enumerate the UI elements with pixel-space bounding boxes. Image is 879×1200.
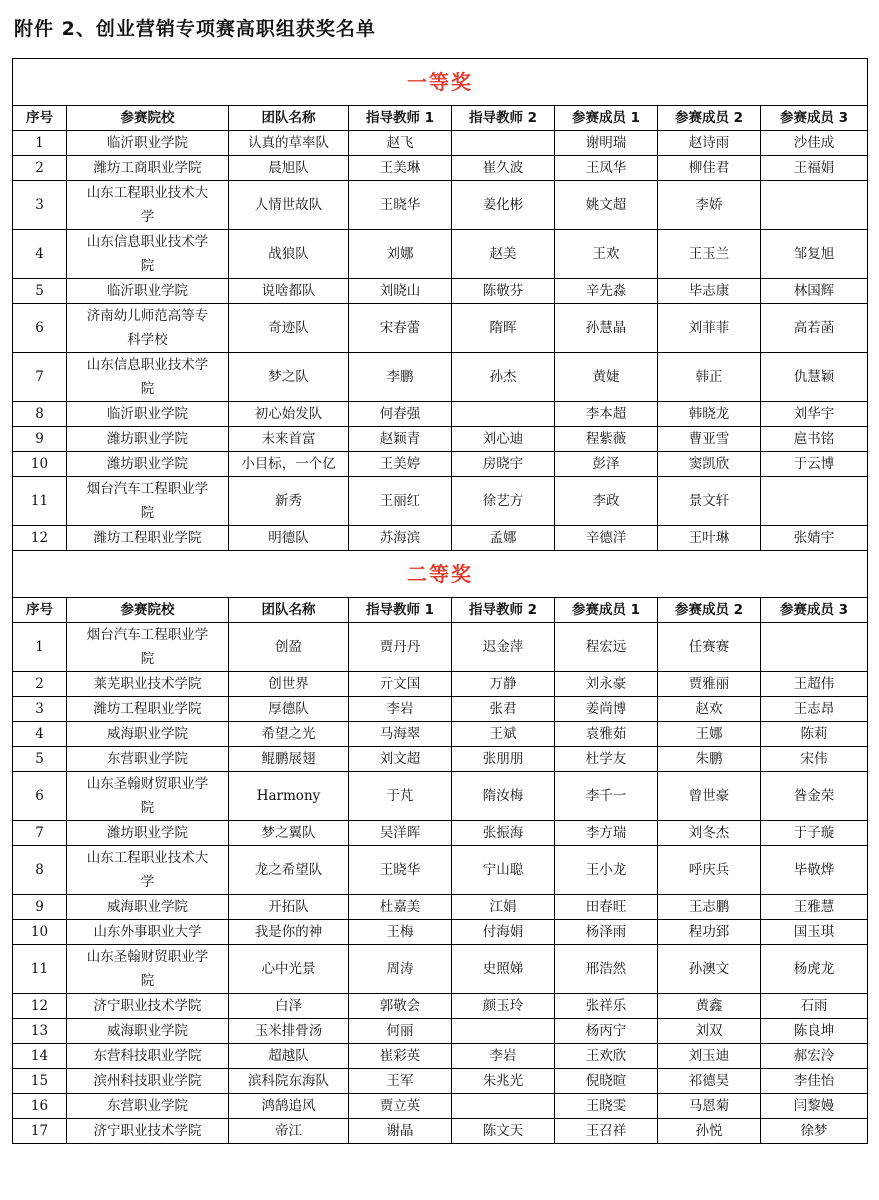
advisor-2-cell: 张振海	[452, 821, 555, 846]
school-cell: 济宁职业技术学院	[67, 1119, 229, 1144]
school-cell: 临沂职业学院	[67, 131, 229, 156]
member-1-cell: 王欢欣	[555, 1044, 658, 1069]
table-row	[13, 821, 868, 846]
advisor-2-cell	[452, 402, 555, 427]
advisor-2-cell: 史照娣	[452, 945, 555, 994]
team-cell: 小目标，一个亿	[229, 452, 349, 477]
column-header: 团队名称	[229, 598, 349, 623]
advisor-1-cell: 何春强	[349, 402, 452, 427]
column-header: 参赛成员 3	[761, 106, 868, 131]
member-1-cell: 倪晓暄	[555, 1069, 658, 1094]
serial-cell: 14	[13, 1044, 67, 1069]
header-row	[13, 106, 868, 131]
member-2-cell: 柳佳君	[658, 156, 761, 181]
team-cell: 创世界	[229, 672, 349, 697]
column-header: 参赛成员 3	[761, 598, 868, 623]
table-row	[13, 945, 868, 994]
team-cell: 梦之翼队	[229, 821, 349, 846]
serial-cell: 7	[13, 821, 67, 846]
member-1-cell: 杨丙宁	[555, 1019, 658, 1044]
advisor-1-cell: 刘文超	[349, 747, 452, 772]
advisor-2-cell: 孙杰	[452, 353, 555, 402]
member-2-cell: 王娜	[658, 722, 761, 747]
advisor-2-cell	[452, 1019, 555, 1044]
advisor-1-cell: 亓文国	[349, 672, 452, 697]
member-1-cell: 王小龙	[555, 846, 658, 895]
column-header: 团队名称	[229, 106, 349, 131]
advisor-1-cell: 谢晶	[349, 1119, 452, 1144]
member-1-cell: 李方瑞	[555, 821, 658, 846]
team-cell: 心中光景	[229, 945, 349, 994]
member-3-cell	[761, 623, 868, 672]
member-3-cell: 王超伟	[761, 672, 868, 697]
column-header: 指导教师 1	[349, 598, 452, 623]
table-row	[13, 452, 868, 477]
advisor-1-cell: 周涛	[349, 945, 452, 994]
school-cell: 济南幼儿师范高等专科学校	[67, 304, 229, 353]
table-row	[13, 895, 868, 920]
team-cell: 鲲鹏展翅	[229, 747, 349, 772]
school-cell: 威海职业学院	[67, 1019, 229, 1044]
member-1-cell: 王凤华	[555, 156, 658, 181]
member-1-cell: 田春旺	[555, 895, 658, 920]
team-cell: 创盈	[229, 623, 349, 672]
advisor-2-cell: 张朋朋	[452, 747, 555, 772]
table-row	[13, 1069, 868, 1094]
advisor-1-cell: 杜嘉美	[349, 895, 452, 920]
team-cell: 白泽	[229, 994, 349, 1019]
member-1-cell: 刘永豪	[555, 672, 658, 697]
school-cell: 潍坊工商职业学院	[67, 156, 229, 181]
advisor-2-cell: 隋晖	[452, 304, 555, 353]
school-cell: 潍坊职业学院	[67, 452, 229, 477]
member-1-cell: 李政	[555, 477, 658, 526]
member-1-cell: 王召祥	[555, 1119, 658, 1144]
member-2-cell: 曾世豪	[658, 772, 761, 821]
member-2-cell: 王叶琳	[658, 526, 761, 551]
member-1-cell: 王晓雯	[555, 1094, 658, 1119]
team-cell: 鸿鹄追风	[229, 1094, 349, 1119]
table-row	[13, 920, 868, 945]
member-3-cell: 刘华宇	[761, 402, 868, 427]
member-3-cell: 宋伟	[761, 747, 868, 772]
table-row	[13, 230, 868, 279]
school-cell: 烟台汽车工程职业学院	[67, 477, 229, 526]
member-2-cell: 刘玉迪	[658, 1044, 761, 1069]
member-3-cell: 陈莉	[761, 722, 868, 747]
member-2-cell: 赵诗雨	[658, 131, 761, 156]
member-3-cell: 国玉琪	[761, 920, 868, 945]
member-3-cell	[761, 477, 868, 526]
advisor-2-cell: 颜玉玲	[452, 994, 555, 1019]
team-cell: 开拓队	[229, 895, 349, 920]
member-2-cell: 马恩菊	[658, 1094, 761, 1119]
advisor-2-cell: 房晓宇	[452, 452, 555, 477]
table-row	[13, 181, 868, 230]
serial-cell: 16	[13, 1094, 67, 1119]
school-cell: 山东圣翰财贸职业学院	[67, 945, 229, 994]
table-row	[13, 156, 868, 181]
team-cell: 晨旭队	[229, 156, 349, 181]
serial-cell: 8	[13, 846, 67, 895]
school-cell: 东营科技职业学院	[67, 1044, 229, 1069]
team-cell: 认真的草率队	[229, 131, 349, 156]
serial-cell: 3	[13, 181, 67, 230]
advisor-2-cell: 付海娟	[452, 920, 555, 945]
member-2-cell: 曹亚雪	[658, 427, 761, 452]
serial-cell: 11	[13, 945, 67, 994]
advisor-2-cell: 徐艺方	[452, 477, 555, 526]
member-1-cell: 杜学友	[555, 747, 658, 772]
serial-cell: 1	[13, 623, 67, 672]
column-header: 参赛成员 2	[658, 106, 761, 131]
member-1-cell: 辛先淼	[555, 279, 658, 304]
advisor-2-cell: 朱兆光	[452, 1069, 555, 1094]
member-3-cell: 邹复旭	[761, 230, 868, 279]
serial-cell: 17	[13, 1119, 67, 1144]
advisor-2-cell: 崔久波	[452, 156, 555, 181]
school-cell: 济宁职业技术学院	[67, 994, 229, 1019]
school-cell: 莱芜职业技术学院	[67, 672, 229, 697]
school-cell: 临沂职业学院	[67, 279, 229, 304]
advisor-1-cell: 王军	[349, 1069, 452, 1094]
team-cell: 希望之光	[229, 722, 349, 747]
school-cell: 潍坊职业学院	[67, 427, 229, 452]
table-row	[13, 1019, 868, 1044]
school-cell: 山东外事职业大学	[67, 920, 229, 945]
member-3-cell	[761, 181, 868, 230]
member-2-cell: 朱鹏	[658, 747, 761, 772]
team-cell: 滨科院东海队	[229, 1069, 349, 1094]
table-row	[13, 672, 868, 697]
advisor-1-cell: 于芃	[349, 772, 452, 821]
section-title-row	[13, 551, 868, 598]
serial-cell: 8	[13, 402, 67, 427]
table-row	[13, 1094, 868, 1119]
awards-table	[12, 58, 868, 1144]
advisor-2-cell: 刘心迪	[452, 427, 555, 452]
serial-cell: 5	[13, 279, 67, 304]
member-3-cell: 于云博	[761, 452, 868, 477]
member-2-cell: 赵欢	[658, 697, 761, 722]
advisor-2-cell: 陈文天	[452, 1119, 555, 1144]
advisor-1-cell: 王美琳	[349, 156, 452, 181]
serial-cell: 9	[13, 895, 67, 920]
serial-cell: 6	[13, 772, 67, 821]
member-1-cell: 李本超	[555, 402, 658, 427]
member-1-cell: 李千一	[555, 772, 658, 821]
member-3-cell: 李佳怡	[761, 1069, 868, 1094]
table-row	[13, 994, 868, 1019]
table-row	[13, 772, 868, 821]
member-2-cell: 程功郅	[658, 920, 761, 945]
school-cell: 东营职业学院	[67, 747, 229, 772]
school-cell: 山东信息职业技术学院	[67, 353, 229, 402]
header-row	[13, 598, 868, 623]
advisor-1-cell: 王丽红	[349, 477, 452, 526]
advisor-1-cell: 刘娜	[349, 230, 452, 279]
advisor-1-cell: 李鹏	[349, 353, 452, 402]
school-cell: 东营职业学院	[67, 1094, 229, 1119]
school-cell: 山东信息职业技术学院	[67, 230, 229, 279]
member-3-cell: 于子璇	[761, 821, 868, 846]
team-cell: 人情世故队	[229, 181, 349, 230]
member-3-cell: 陈良坤	[761, 1019, 868, 1044]
school-cell: 潍坊工程职业学院	[67, 697, 229, 722]
member-1-cell: 王欢	[555, 230, 658, 279]
member-2-cell: 黄鑫	[658, 994, 761, 1019]
advisor-1-cell: 崔彩英	[349, 1044, 452, 1069]
column-header: 序号	[13, 598, 67, 623]
column-header: 参赛成员 2	[658, 598, 761, 623]
advisor-1-cell: 赵颖青	[349, 427, 452, 452]
advisor-2-cell: 宁山聪	[452, 846, 555, 895]
table-row	[13, 722, 868, 747]
school-cell: 威海职业学院	[67, 722, 229, 747]
advisor-1-cell: 何丽	[349, 1019, 452, 1044]
member-1-cell: 辛德洋	[555, 526, 658, 551]
team-cell: Harmony	[229, 772, 349, 821]
team-cell: 帝江	[229, 1119, 349, 1144]
member-1-cell: 程紫薇	[555, 427, 658, 452]
member-3-cell: 沙佳成	[761, 131, 868, 156]
team-cell: 梦之队	[229, 353, 349, 402]
member-3-cell: 张婧宇	[761, 526, 868, 551]
member-1-cell: 程宏远	[555, 623, 658, 672]
member-1-cell: 邢浩然	[555, 945, 658, 994]
advisor-1-cell: 王梅	[349, 920, 452, 945]
serial-cell: 2	[13, 672, 67, 697]
member-3-cell: 徐梦	[761, 1119, 868, 1144]
table-row	[13, 623, 868, 672]
table-row	[13, 353, 868, 402]
school-cell: 临沂职业学院	[67, 402, 229, 427]
column-header: 指导教师 2	[452, 598, 555, 623]
advisor-1-cell: 郭敬会	[349, 994, 452, 1019]
advisor-1-cell: 王美婷	[349, 452, 452, 477]
member-2-cell: 韩晓龙	[658, 402, 761, 427]
advisor-1-cell: 刘晓山	[349, 279, 452, 304]
column-header: 参赛院校	[67, 106, 229, 131]
member-3-cell: 仇慧颖	[761, 353, 868, 402]
serial-cell: 15	[13, 1069, 67, 1094]
member-3-cell: 昝金荣	[761, 772, 868, 821]
column-header: 参赛院校	[67, 598, 229, 623]
table-row	[13, 1119, 868, 1144]
advisor-1-cell: 宋春蕾	[349, 304, 452, 353]
school-cell: 山东圣翰财贸职业学院	[67, 772, 229, 821]
member-1-cell: 谢明瑞	[555, 131, 658, 156]
member-3-cell: 王福娟	[761, 156, 868, 181]
member-1-cell: 袁雅茹	[555, 722, 658, 747]
table-row	[13, 697, 868, 722]
section-title-row	[13, 59, 868, 106]
member-2-cell: 刘双	[658, 1019, 761, 1044]
advisor-2-cell: 陈敬芬	[452, 279, 555, 304]
member-2-cell: 刘菲菲	[658, 304, 761, 353]
member-2-cell: 刘冬杰	[658, 821, 761, 846]
member-3-cell: 高若菡	[761, 304, 868, 353]
serial-cell: 12	[13, 526, 67, 551]
advisor-1-cell: 马海翠	[349, 722, 452, 747]
member-2-cell: 窦凯欣	[658, 452, 761, 477]
advisor-2-cell: 孟娜	[452, 526, 555, 551]
advisor-2-cell: 王斌	[452, 722, 555, 747]
advisor-2-cell: 万静	[452, 672, 555, 697]
member-2-cell: 祁德昊	[658, 1069, 761, 1094]
advisor-2-cell	[452, 1094, 555, 1119]
table-row	[13, 402, 868, 427]
member-3-cell: 郝宏泠	[761, 1044, 868, 1069]
advisor-1-cell: 王晓华	[349, 181, 452, 230]
team-cell: 战狼队	[229, 230, 349, 279]
member-3-cell: 王志昂	[761, 697, 868, 722]
table-row	[13, 279, 868, 304]
member-1-cell: 姜尚博	[555, 697, 658, 722]
serial-cell: 11	[13, 477, 67, 526]
member-3-cell: 闫黎嫚	[761, 1094, 868, 1119]
team-cell: 玉米排骨汤	[229, 1019, 349, 1044]
advisor-1-cell: 王晓华	[349, 846, 452, 895]
member-2-cell: 呼庆兵	[658, 846, 761, 895]
advisor-2-cell: 隋汝梅	[452, 772, 555, 821]
serial-cell: 3	[13, 697, 67, 722]
table-row	[13, 747, 868, 772]
member-2-cell: 孙悦	[658, 1119, 761, 1144]
advisor-1-cell: 贾丹丹	[349, 623, 452, 672]
team-cell: 厚德队	[229, 697, 349, 722]
advisor-2-cell	[452, 131, 555, 156]
serial-cell: 4	[13, 722, 67, 747]
school-cell: 潍坊工程职业学院	[67, 526, 229, 551]
member-1-cell: 姚文超	[555, 181, 658, 230]
school-cell: 威海职业学院	[67, 895, 229, 920]
table-row	[13, 477, 868, 526]
serial-cell: 7	[13, 353, 67, 402]
serial-cell: 10	[13, 920, 67, 945]
school-cell: 潍坊职业学院	[67, 821, 229, 846]
team-cell: 奇迹队	[229, 304, 349, 353]
advisor-2-cell: 江娟	[452, 895, 555, 920]
table-row	[13, 1044, 868, 1069]
advisor-1-cell: 吴洋晖	[349, 821, 452, 846]
member-1-cell: 黄婕	[555, 353, 658, 402]
member-2-cell: 贾雅丽	[658, 672, 761, 697]
school-cell: 山东工程职业技术大学	[67, 846, 229, 895]
member-1-cell: 孙慧晶	[555, 304, 658, 353]
document-title: 附件 2、创业营销专项赛高职组获奖名单	[14, 18, 376, 40]
member-2-cell: 景文轩	[658, 477, 761, 526]
advisor-2-cell: 姜化彬	[452, 181, 555, 230]
member-3-cell: 林国辉	[761, 279, 868, 304]
serial-cell: 4	[13, 230, 67, 279]
school-cell: 滨州科技职业学院	[67, 1069, 229, 1094]
column-header: 参赛成员 1	[555, 106, 658, 131]
serial-cell: 1	[13, 131, 67, 156]
team-cell: 说啥都队	[229, 279, 349, 304]
team-cell: 初心始发队	[229, 402, 349, 427]
school-cell: 烟台汽车工程职业学院	[67, 623, 229, 672]
column-header: 序号	[13, 106, 67, 131]
advisor-1-cell: 李岩	[349, 697, 452, 722]
advisor-1-cell: 贾立英	[349, 1094, 452, 1119]
serial-cell: 9	[13, 427, 67, 452]
member-3-cell: 杨虎龙	[761, 945, 868, 994]
member-3-cell: 石雨	[761, 994, 868, 1019]
table-row	[13, 304, 868, 353]
serial-cell: 6	[13, 304, 67, 353]
team-cell: 超越队	[229, 1044, 349, 1069]
awards-table-body	[13, 59, 868, 1144]
serial-cell: 12	[13, 994, 67, 1019]
member-2-cell: 任赛赛	[658, 623, 761, 672]
advisor-2-cell: 赵美	[452, 230, 555, 279]
serial-cell: 5	[13, 747, 67, 772]
advisor-2-cell: 李岩	[452, 1044, 555, 1069]
column-header: 指导教师 2	[452, 106, 555, 131]
member-1-cell: 彭泽	[555, 452, 658, 477]
member-2-cell: 李娇	[658, 181, 761, 230]
advisor-2-cell: 迟金萍	[452, 623, 555, 672]
advisor-1-cell: 赵飞	[349, 131, 452, 156]
member-2-cell: 王玉兰	[658, 230, 761, 279]
serial-cell: 10	[13, 452, 67, 477]
member-1-cell: 张祥乐	[555, 994, 658, 1019]
table-row	[13, 131, 868, 156]
table-row	[13, 846, 868, 895]
advisor-2-cell: 张君	[452, 697, 555, 722]
member-3-cell: 毕敬烨	[761, 846, 868, 895]
section-title: 一等奖	[13, 59, 868, 106]
member-2-cell: 韩正	[658, 353, 761, 402]
member-3-cell: 扈书铭	[761, 427, 868, 452]
column-header: 指导教师 1	[349, 106, 452, 131]
team-cell: 龙之希望队	[229, 846, 349, 895]
column-header: 参赛成员 1	[555, 598, 658, 623]
table-row	[13, 526, 868, 551]
member-2-cell: 毕志康	[658, 279, 761, 304]
section-title: 二等奖	[13, 551, 868, 598]
member-2-cell: 王志鹏	[658, 895, 761, 920]
serial-cell: 13	[13, 1019, 67, 1044]
member-3-cell: 王雅慧	[761, 895, 868, 920]
team-cell: 未来首富	[229, 427, 349, 452]
member-2-cell: 孙澳文	[658, 945, 761, 994]
school-cell: 山东工程职业技术大学	[67, 181, 229, 230]
serial-cell: 2	[13, 156, 67, 181]
advisor-1-cell: 苏海滨	[349, 526, 452, 551]
team-cell: 新秀	[229, 477, 349, 526]
team-cell: 明德队	[229, 526, 349, 551]
member-1-cell: 杨泽雨	[555, 920, 658, 945]
table-row	[13, 427, 868, 452]
team-cell: 我是你的神	[229, 920, 349, 945]
